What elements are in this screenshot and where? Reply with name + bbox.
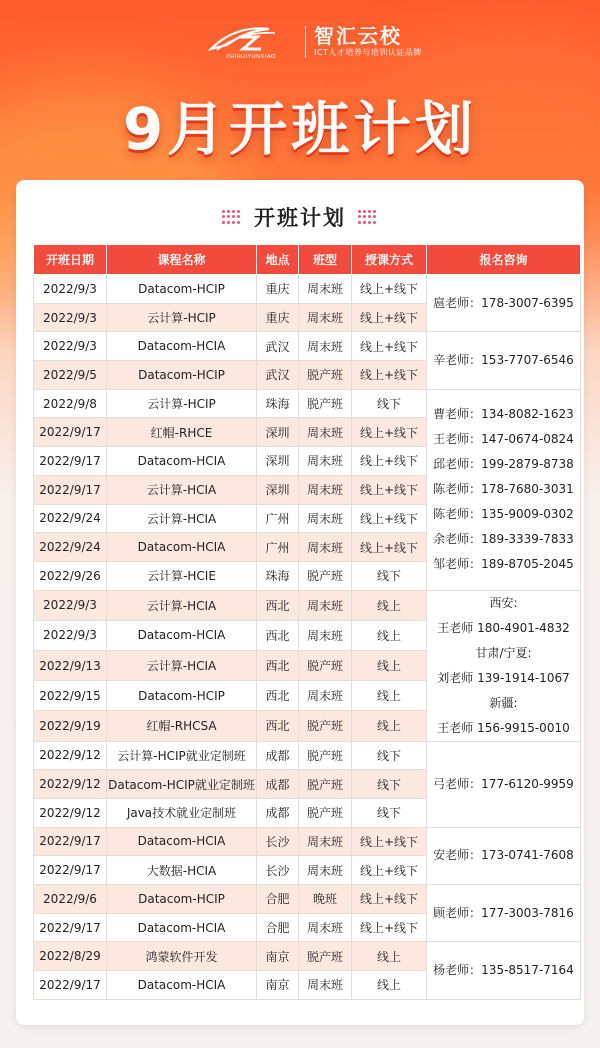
header-course: 课程名称	[107, 245, 257, 275]
page-title: 9月开班计划	[122, 95, 478, 163]
brand-logo	[205, 22, 422, 62]
cell-date: 2022/9/8	[34, 389, 107, 418]
header-class-type: 班型	[299, 245, 352, 275]
cell-course: Datacom-HCIA	[107, 913, 257, 942]
brand-slogan: ICT人才培养与培训认证品牌	[314, 48, 422, 57]
contact-line: 王老师 156-9915-0010	[437, 720, 570, 735]
contact-line: 王老师：147-0674-0824	[433, 432, 574, 447]
contact-line: 王老师 180-4901-4832	[437, 620, 570, 635]
cell-location: 武汉	[257, 361, 299, 390]
cell-course: 云计算-HCIA	[107, 650, 257, 680]
table-row	[34, 885, 581, 914]
cell-course: 云计算-HCIE	[107, 561, 257, 590]
cell-class-type: 脱产班	[299, 798, 352, 827]
cell-date: 2022/9/3	[34, 620, 107, 650]
cell-course: 云计算-HCIP	[107, 303, 257, 332]
contact-line: 陈老师：178-7680-3031	[433, 482, 574, 497]
cell-location: 武汉	[257, 332, 299, 361]
cell-class-type: 周末班	[299, 827, 352, 856]
cell-course: Java技术就业定制班	[107, 798, 257, 827]
cell-date: 2022/9/12	[34, 798, 107, 827]
cell-date: 2022/9/24	[34, 533, 107, 562]
cell-class-type: 周末班	[299, 856, 352, 885]
cell-teaching-mode: 线上+线下	[352, 275, 427, 304]
cell-course: 云计算-HCIP	[107, 389, 257, 418]
cell-class-type: 周末班	[299, 971, 352, 1000]
cell-teaching-mode: 线下	[352, 561, 427, 590]
cell-date: 2022/9/17	[34, 447, 107, 476]
cell-location: 长沙	[257, 856, 299, 885]
cell-location: 广州	[257, 533, 299, 562]
cell-location: 合肥	[257, 885, 299, 914]
cell-class-type: 周末班	[299, 504, 352, 533]
header-contact: 报名咨询	[427, 245, 581, 275]
contact-line: 邹老师：189-8705-2045	[433, 557, 574, 572]
cell-date: 2022/9/6	[34, 885, 107, 914]
contact-line: 刘老师 139-1914-1067	[437, 670, 570, 685]
table-body	[34, 275, 581, 1000]
decorative-dots-right-icon	[358, 210, 378, 224]
cell-location: 西北	[257, 620, 299, 650]
cell-date: 2022/9/24	[34, 504, 107, 533]
cell-date: 2022/9/17	[34, 971, 107, 1000]
contact-line: 余老师：189-3339-7833	[433, 532, 574, 547]
cell-teaching-mode: 线上	[352, 711, 427, 741]
cell-date: 2022/9/12	[34, 770, 107, 799]
schedule-card	[16, 180, 584, 1025]
cell-class-type: 脱产班	[299, 561, 352, 590]
cell-course: Datacom-HCIP	[107, 681, 257, 711]
cell-location: 深圳	[257, 418, 299, 447]
cell-course: 大数据-HCIA	[107, 856, 257, 885]
cell-location: 合肥	[257, 913, 299, 942]
table-header	[34, 245, 581, 275]
cell-class-type: 周末班	[299, 303, 352, 332]
brand-name: 智汇云校	[314, 24, 402, 48]
cell-contact	[427, 741, 581, 827]
cell-class-type: 周末班	[299, 533, 352, 562]
cell-teaching-mode: 线上	[352, 650, 427, 680]
cell-location: 成都	[257, 741, 299, 770]
cell-date: 2022/9/15	[34, 681, 107, 711]
cell-contact	[427, 332, 581, 389]
cell-course: Datacom-HCIA	[107, 620, 257, 650]
cell-teaching-mode: 线上+线下	[352, 303, 427, 332]
table-row	[34, 942, 581, 971]
cell-date: 2022/9/3	[34, 303, 107, 332]
table-row	[34, 332, 581, 361]
cell-teaching-mode: 线上+线下	[352, 418, 427, 447]
cell-class-type: 周末班	[299, 475, 352, 504]
cell-date: 2022/9/26	[34, 561, 107, 590]
cell-teaching-mode: 线上+线下	[352, 533, 427, 562]
cell-contact	[427, 590, 581, 741]
cell-teaching-mode: 线上	[352, 681, 427, 711]
cell-course: 红帽-RHCE	[107, 418, 257, 447]
cell-date: 2022/9/17	[34, 475, 107, 504]
cell-date: 2022/9/13	[34, 650, 107, 680]
cell-location: 长沙	[257, 827, 299, 856]
cell-location: 珠海	[257, 389, 299, 418]
cell-teaching-mode: 线上+线下	[352, 475, 427, 504]
cell-class-type: 脱产班	[299, 650, 352, 680]
cell-class-type: 脱产班	[299, 711, 352, 741]
cell-contact	[427, 885, 581, 942]
cell-course: 红帽-RHCSA	[107, 711, 257, 741]
cell-teaching-mode: 线上+线下	[352, 827, 427, 856]
cell-teaching-mode: 线上+线下	[352, 361, 427, 390]
cell-class-type: 周末班	[299, 447, 352, 476]
contact-line: 弓老师：177-6120-9959	[433, 776, 574, 791]
cell-location: 广州	[257, 504, 299, 533]
contact-line: 扈老师：178-3007-6395	[433, 295, 574, 310]
cell-location: 重庆	[257, 303, 299, 332]
cell-teaching-mode: 线下	[352, 798, 427, 827]
cell-course: 云计算-HCIA	[107, 590, 257, 620]
cell-class-type: 周末班	[299, 275, 352, 304]
cell-teaching-mode: 线上	[352, 590, 427, 620]
cell-date: 2022/9/5	[34, 361, 107, 390]
logo-divider	[305, 26, 306, 58]
contact-line: 杨老师：135-8517-7164	[433, 963, 574, 978]
table-row	[34, 590, 581, 620]
cell-class-type: 脱产班	[299, 389, 352, 418]
header-date: 开班日期	[34, 245, 107, 275]
header	[0, 0, 600, 190]
cell-teaching-mode: 线上+线下	[352, 504, 427, 533]
cell-class-type: 周末班	[299, 620, 352, 650]
cell-course: Datacom-HCIA	[107, 332, 257, 361]
cell-date: 2022/9/19	[34, 711, 107, 741]
cell-course: Datacom-HCIP就业定制班	[107, 770, 257, 799]
cell-teaching-mode: 线上+线下	[352, 332, 427, 361]
cell-class-type: 周末班	[299, 590, 352, 620]
cell-location: 西北	[257, 681, 299, 711]
cell-course: 云计算-HCIP就业定制班	[107, 741, 257, 770]
cell-teaching-mode: 线上	[352, 620, 427, 650]
cell-date: 2022/9/17	[34, 827, 107, 856]
cell-teaching-mode: 线下	[352, 741, 427, 770]
cell-date: 2022/9/17	[34, 418, 107, 447]
logo-wordmark: ZHIHUIYUNXIAO	[226, 54, 276, 60]
cell-location: 深圳	[257, 447, 299, 476]
cell-class-type: 周末班	[299, 418, 352, 447]
cell-contact	[427, 389, 581, 590]
table-row	[34, 275, 581, 304]
cell-date: 2022/8/29	[34, 942, 107, 971]
cell-location: 西北	[257, 711, 299, 741]
cell-class-type: 周末班	[299, 332, 352, 361]
contact-line: 安老师：173-0741-7608	[433, 848, 574, 863]
cell-course: Datacom-HCIA	[107, 971, 257, 1000]
cell-course: 鸿蒙软件开发	[107, 942, 257, 971]
cell-class-type: 周末班	[299, 681, 352, 711]
cell-course: Datacom-HCIP	[107, 885, 257, 914]
cell-contact	[427, 275, 581, 332]
header-location: 地点	[257, 245, 299, 275]
section-header	[16, 202, 584, 232]
contact-line: 顾老师：177-3003-7816	[433, 905, 574, 920]
cell-date: 2022/9/12	[34, 741, 107, 770]
contact-line: 西安:	[489, 595, 518, 610]
cell-class-type: 脱产班	[299, 741, 352, 770]
cell-location: 珠海	[257, 561, 299, 590]
logo-text	[314, 25, 422, 59]
cell-location: 重庆	[257, 275, 299, 304]
cell-teaching-mode: 线上	[352, 971, 427, 1000]
contact-line: 曹老师：134-8082-1623	[433, 407, 574, 422]
cell-location: 成都	[257, 770, 299, 799]
cell-location: 西北	[257, 650, 299, 680]
cell-contact	[427, 942, 581, 999]
cell-course: 云计算-HCIA	[107, 475, 257, 504]
cell-location: 南京	[257, 971, 299, 1000]
contact-line: 辛老师：153-7707-6546	[433, 353, 574, 368]
logo-mark-icon	[205, 23, 297, 61]
cell-class-type: 晚班	[299, 885, 352, 914]
cell-teaching-mode: 线上+线下	[352, 885, 427, 914]
cell-course: Datacom-HCIA	[107, 447, 257, 476]
cell-location: 成都	[257, 798, 299, 827]
decorative-dots-left-icon	[222, 210, 242, 224]
schedule-table	[33, 244, 581, 1000]
section-title: 开班计划	[254, 206, 346, 230]
cell-teaching-mode: 线上+线下	[352, 913, 427, 942]
cell-date: 2022/9/17	[34, 913, 107, 942]
cell-class-type: 脱产班	[299, 770, 352, 799]
contact-line: 新疆:	[489, 695, 518, 710]
table-row	[34, 827, 581, 856]
cell-course: Datacom-HCIP	[107, 275, 257, 304]
table-row	[34, 389, 581, 418]
cell-class-type: 脱产班	[299, 361, 352, 390]
cell-location: 深圳	[257, 475, 299, 504]
cell-date: 2022/9/17	[34, 856, 107, 885]
header-teaching-mode: 授课方式	[352, 245, 427, 275]
contact-line: 陈老师：135-9009-0302	[433, 507, 574, 522]
cell-course: Datacom-HCIP	[107, 361, 257, 390]
table-row	[34, 741, 581, 770]
cell-class-type: 周末班	[299, 913, 352, 942]
cell-contact	[427, 827, 581, 884]
cell-class-type: 脱产班	[299, 942, 352, 971]
cell-teaching-mode: 线下	[352, 770, 427, 799]
contact-line: 甘肃/宁夏:	[475, 645, 532, 660]
cell-date: 2022/9/3	[34, 590, 107, 620]
cell-teaching-mode: 线上+线下	[352, 447, 427, 476]
cell-teaching-mode: 线上+线下	[352, 856, 427, 885]
contact-line: 邱老师：199-2879-8738	[433, 457, 574, 472]
cell-course: 云计算-HCIA	[107, 504, 257, 533]
cell-course: Datacom-HCIA	[107, 533, 257, 562]
cell-location: 西北	[257, 590, 299, 620]
cell-date: 2022/9/3	[34, 275, 107, 304]
cell-course: Datacom-HCIA	[107, 827, 257, 856]
cell-date: 2022/9/3	[34, 332, 107, 361]
cell-location: 南京	[257, 942, 299, 971]
cell-teaching-mode: 线下	[352, 389, 427, 418]
cell-teaching-mode: 线上	[352, 942, 427, 971]
